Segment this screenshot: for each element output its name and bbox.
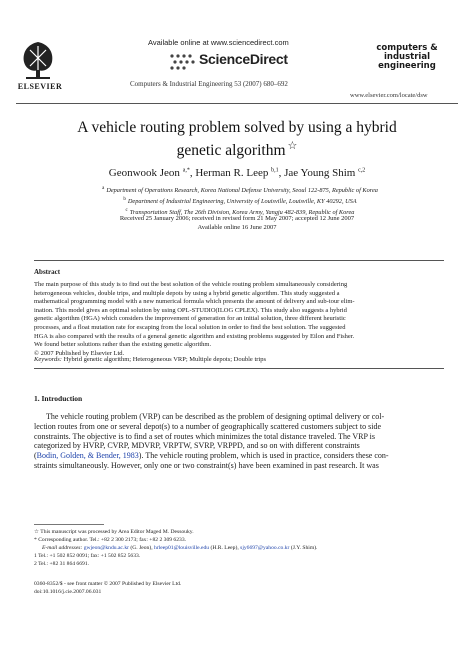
author-sup[interactable]: b,1 — [271, 167, 279, 174]
body-line: constraints. The objective is to find a set of routes which minimizes the total distance traveled. The VRP is — [34, 431, 375, 441]
body-line: straints simultaneously. However, only one or two constraint(s) have been examined in past research. It was — [34, 460, 379, 470]
citation-link[interactable]: Bodin, Golden, & Bender, 1983 — [36, 451, 139, 461]
abstract-line: We found better solutions rather than the existing genetic algorithm. — [34, 341, 212, 349]
affiliation — [60, 185, 420, 196]
abstract-line: The main purpose of this study is to find out the best solution of the vehicle routing problem simultaneously considering — [34, 281, 348, 288]
body-text: ( — [34, 451, 37, 461]
section-heading-introduction: 1. Introduction — [34, 394, 83, 403]
affiliation-text: Department of Operations Research, Korea National Defense University, Seoul 122-875, Republic of Korea — [106, 187, 378, 195]
article-dates — [30, 214, 444, 232]
front-matter-line: 0360-8352/$ - see front matter © 2007 Published by Elsevier Ltd. — [34, 581, 182, 587]
author-name: Geonwook Jeon — [108, 167, 180, 179]
abstract-top-divider — [34, 260, 444, 261]
affiliation-sup: a — [102, 186, 105, 191]
keywords-label: Keywords: — [34, 356, 62, 363]
affiliation-sup: b — [123, 196, 126, 202]
affiliation-sup: c — [125, 207, 128, 213]
article-title — [40, 118, 434, 160]
abstract-line: ination. This model gives an optimal solution by using OPL-STUDIO(ILOG CPLEX). This study also suggests a hybrid — [34, 306, 347, 314]
footnotes — [34, 528, 454, 568]
title-line: A vehicle routing problem solved by using a hybrid — [77, 119, 397, 136]
journal-title-line: computers & — [376, 43, 438, 53]
email-label: E-mail addresses: — [42, 545, 83, 551]
journal-citation: Computers & Industrial Engineering 53 (2007) 680–692 — [130, 80, 288, 88]
introduction-body — [34, 412, 444, 471]
abstract-line: processes, and a float mutation rate for escaping from the local solution in order to find the best solution. The suggested — [34, 323, 346, 331]
footnote-emails — [34, 544, 454, 552]
received-dates: Received 25 January 2006; received in revised form 21 May 2007; accepted 12 June 2007 — [119, 215, 355, 222]
footnote: ☆ This manuscript was processed by Area Editor Maged M. Dessouky. — [34, 529, 194, 535]
abstract-line: heterogeneous vehicles, double trips, and multiple depots by using a hybrid genetic algorithm. This study suggested a — [34, 289, 340, 297]
title-footnote-star[interactable]: ☆ — [287, 140, 298, 152]
email-link[interactable]: gwjeon@kndu.ac.kr — [83, 545, 129, 551]
title-line — [40, 137, 434, 160]
publisher-name: ELSEVIER — [17, 82, 63, 91]
body-text: ). The vehicle routing problem, which is used in practice, considers these con- — [138, 451, 389, 461]
abstract-line: mathematical programming model with a new numerical formula which presents the amount of delivery and sub-tour elim- — [34, 298, 355, 306]
body-line — [34, 451, 444, 461]
keywords-list: Hybrid genetic algorithm; Heterogeneous VRP; Multiple depots; Double trips — [63, 356, 266, 363]
email-link[interactable]: hrleep01@louisville.edu — [154, 545, 210, 551]
author-name: Herman R. Leep — [195, 167, 269, 179]
title-line-text: genetic algorithm — [176, 142, 286, 160]
footnote: * Corresponding author. Tel.: +82 2 300 2173; fax: +82 2 309 6233. — [34, 537, 187, 543]
doi-line[interactable]: doi:10.1016/j.cie.2007.06.031 — [34, 589, 102, 595]
email-link[interactable]: sjy6697@yahoo.co.kr — [240, 545, 290, 551]
email-owner: (J.Y. Shim). — [290, 545, 318, 551]
journal-title-line: engineering — [378, 61, 436, 71]
affiliation — [60, 196, 420, 207]
available-date: Available online 16 June 2007 — [197, 224, 277, 231]
sciencedirect-dots-icon — [168, 52, 198, 72]
abstract-body — [34, 281, 444, 358]
header-divider — [16, 103, 458, 104]
footnote-divider — [34, 524, 104, 525]
abstract-heading: Abstract — [34, 268, 61, 276]
body-line: categorized by HVRP, CVRP, MDVRP, VRPTW, SVRP, VRPPD, and so on with different constraints — [34, 441, 360, 451]
author-sup[interactable]: c,2 — [358, 167, 366, 174]
footnote: 2 Tel.: +82 31 864 6691. — [34, 561, 90, 567]
footnote: 1 Tel.: +1 502 852 0091; fax: +1 502 852 5633. — [34, 553, 141, 559]
abstract-bottom-divider — [34, 368, 444, 369]
abstract-line: HGA is also compared with the results of a general genetic algorithm and existing problems suggested by Eilon and Fisher. — [34, 332, 355, 340]
body-line: lection routes from one or several depot(s) to a number of geographically scattered customers subject to side — [34, 421, 381, 431]
body-line: The vehicle routing problem (VRP) can be described as the problem of designing optimal delivery or col- — [46, 412, 385, 421]
sciencedirect-logo-text: ScienceDirect — [199, 51, 288, 67]
journal-url-link[interactable]: www.elsevier.com/locate/dsw — [350, 92, 428, 99]
keywords — [34, 356, 444, 363]
email-owner: (G. Jeon), — [130, 545, 153, 551]
email-owner: (H.R. Leep), — [210, 545, 239, 551]
author-name: Jae Young Shim — [284, 167, 356, 179]
author-list: Geonwook Jeon $^{a,*}$, Herman R. Leep $^{b,1}$, Jae Young Shim $^{c,2}$ — [108, 167, 366, 179]
journal-title-logo — [364, 44, 450, 71]
available-online-text: Available online at www.sciencedirect.com — [148, 38, 289, 47]
journal-title-line: industrial — [384, 52, 430, 62]
affiliation-text: Transportation Staff, The 26th Division, Korea Army, Yangju 482-839, Republic of Korea — [129, 208, 355, 216]
imprint — [34, 580, 181, 596]
copyright-line: © 2007 Published by Elsevier Ltd. — [34, 349, 125, 357]
affiliation-text: Department of Industrial Engineering, University of Louisville, Louisville, KY 40292, USA — [127, 197, 357, 205]
abstract-line: genetic algorithm (HGA) which considers the improvement of generation for an initial solution, three different heuristic — [34, 315, 346, 323]
affiliation-list — [60, 185, 420, 217]
author-sup[interactable]: a,* — [182, 167, 190, 174]
